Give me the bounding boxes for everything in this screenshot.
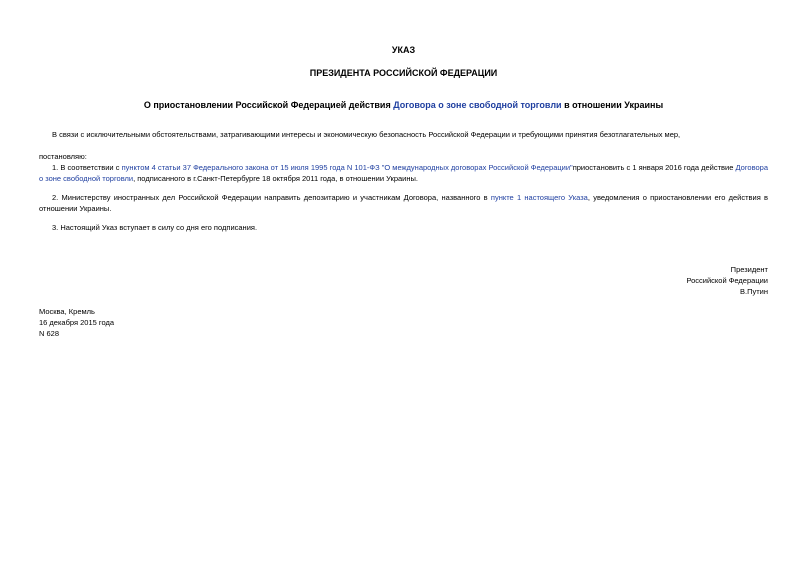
document-title: УКАЗ: [391, 45, 416, 55]
item-1-text-pre: 1. В соответствии с: [52, 163, 122, 172]
decree-item-1-link[interactable]: пункте 1 настоящего Указа: [490, 193, 588, 202]
intro-paragraph: В связи с исключительными обстоятельствами, затрагивающими интересы и экономическую безопасность Российской Федерации и требующими принятия безотлагательных мер,: [52, 130, 681, 139]
item-1-text-mid: приостановить с 1 января 2016 года действие: [572, 163, 736, 172]
treaty-link[interactable]: Договора о зоне свободной торговли: [39, 163, 768, 183]
item-2-text-pre: 2. Министерству иностранных дел Российской Федерации направить депозитарию и участникам Договора, названного в: [52, 193, 491, 202]
heading-treaty-link[interactable]: Договора о зоне свободной торговли: [393, 100, 562, 110]
heading-text-post: в отношении Украины: [561, 100, 664, 110]
heading-text-pre: О приостановлении Российской Федерацией действия: [143, 100, 394, 110]
item-1-text-post: , подписанного в г.Санкт-Петербурге 18 октября 2011 года, в отношении Украины.: [133, 174, 418, 183]
signature-block: [468, 264, 768, 297]
law-article-link[interactable]: пунктом 4 статьи 37 Федерального закона от 15 июля 1995 года N 101-ФЗ "О международных договорах Российской Федерации": [121, 163, 573, 172]
document-subtitle: ПРЕЗИДЕНТА РОССИЙСКОЙ ФЕДЕРАЦИИ: [309, 68, 498, 78]
decree-number: N 628: [39, 329, 60, 338]
item-1-paragraph: [39, 162, 768, 184]
place-date: 16 декабря 2015 года: [39, 318, 115, 327]
signature-organization: Российской Федерации: [686, 276, 768, 285]
signature-position: Президент: [730, 265, 768, 274]
item-2-paragraph: [39, 192, 768, 214]
item-3-paragraph: 3. Настоящий Указ вступает в силу со дня его подписания.: [52, 223, 258, 232]
place-date-block: [39, 306, 339, 339]
item-2-text-post: , уведомления о приостановлении его действия в отношении Украины.: [39, 193, 769, 213]
place-location: Москва, Кремль: [39, 307, 95, 316]
resolve-paragraph: постановляю:: [39, 152, 87, 161]
signature-name: В.Путин: [740, 287, 768, 296]
document-heading: [0, 99, 807, 111]
